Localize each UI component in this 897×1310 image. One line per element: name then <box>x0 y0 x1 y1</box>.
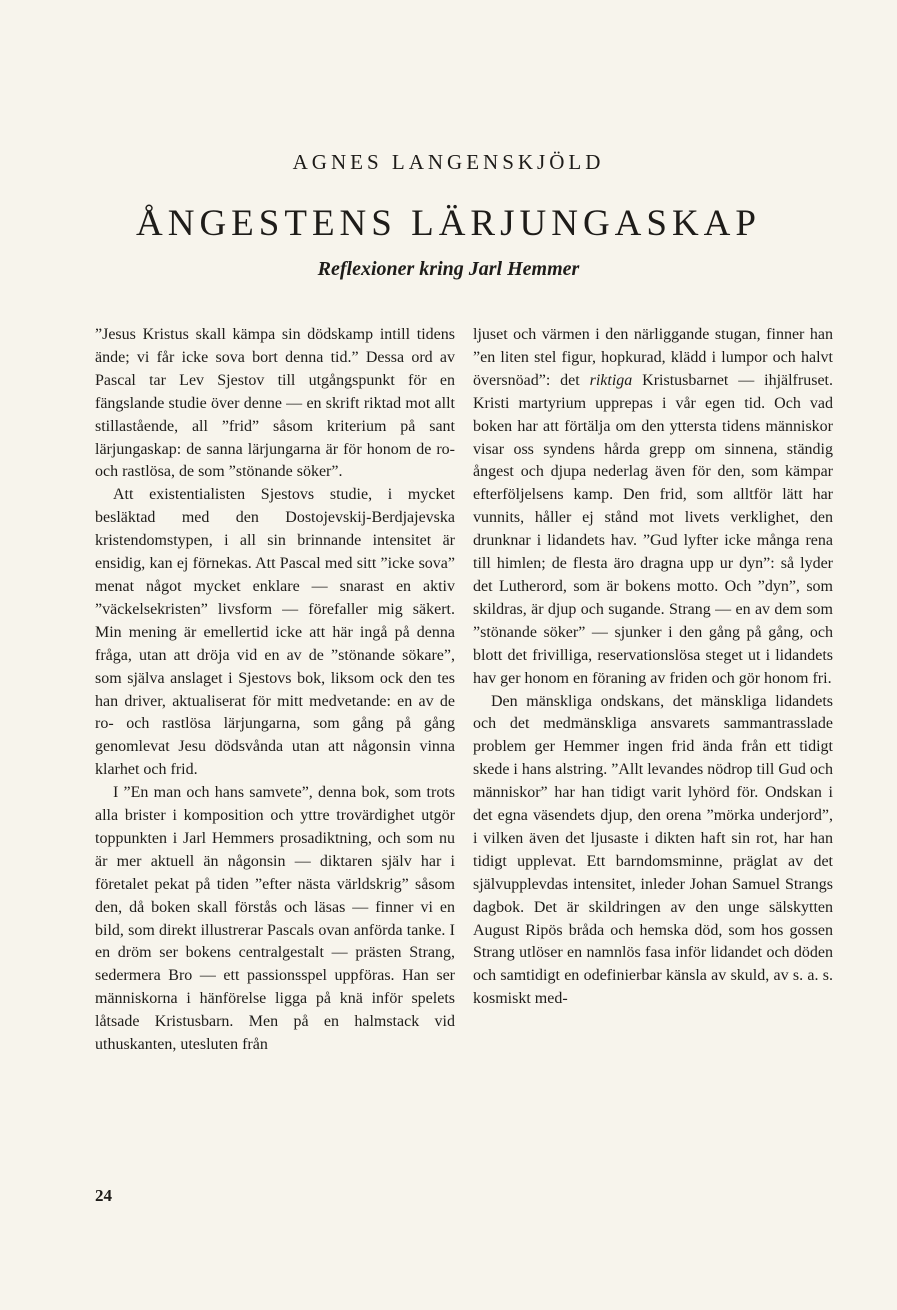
author-name: AGNES LANGENSKJÖLD <box>292 150 605 174</box>
left-column <box>95 324 455 1057</box>
paragraph: I ”En man och hans samvete”, denna bok, som trots alla brister i komposition och yttre trovärdighet utgör toppunkten i Jarl Hemmers prosadiktning, och som nu är mer aktuell än någonsin — diktaren själv har i företalet pekat på tiden ”efter nästa världskrig” såsom den, då boken skall förstås och läsas — finner vi en bild, som direkt illustrerar Pascals ovan anförda tanke. I en dröm ser bokens centralgestalt — prästen Strang, sedermera Bro — ett passionsspel uppföras. Han ser människorna i hänförelse ligga på knä inför spelets låtsade Kristusbarn. Men på en halmstack vid uthuskanten, utesluten från <box>95 784 455 1054</box>
paragraph: ”Jesus Kristus skall kämpa sin dödskamp intill tidens ände; vi får icke sova bort denna tid.” Dessa ord av Pascal tar Lev Sjestov till utgångspunkt för en fängslande studie över denne — en skrift riktad mot allt stillastående, all ”frid” såsom kriterium på sant lärjungaskap: de sanna lärjungarna är för honom de ro- och rastlösa, de som ”stönande söker”. <box>95 326 455 481</box>
paragraph <box>473 324 833 691</box>
text-run: ljuset och värmen i den närliggande stugan, finner han ”en liten stel figur, hopkurad, klädd i lumpor och halvt översnöad”: det <box>473 326 833 389</box>
article-subtitle: Reflexioner kring Jarl Hemmer <box>317 258 580 280</box>
paragraph: Den mänskliga ondskans, det mänskliga lidandets och det medmänskliga ansvarets sammantrasslade problem ger Hemmer ingen frid ända från ett tidigt skede i hans alstring. ”Allt levandes nödrop till Gud och människor” har han tidigt varit lyhörd för. Ondskan i det egna väsendets djup, den orena ”mörka underjord”, i vilken även det ljusaste i dikten haft sin rot, har han tidigt upplevat. Ett barndomsminne, präglat av det självupplevdas intensitet, inleder Johan Samuel Strangs dagbok. Det är skildringen av den unge sälskytten August Ripös bråda och hemska död, som hos gossen Strang utlöser en namnlös fasa inför lidandet och döden och samtidigt en odefinierbar känsla av skuld, av s. a. s. kosmiskt med- <box>473 692 833 1008</box>
paragraph: Att existentialisten Sjestovs studie, i mycket besläktad med den Dostojevskij-Berdjajevska kristendomstypen, i all sin brinnande intensitet är ensidig, kan ej förnekas. Att Pascal med sitt ”icke sova” menat något mycket enklare — snarast en aktiv ”väckelsekristen” livsform — förefaller mig säkert. Min mening är emellertid icke att här ingå på denna fråga, utan att dröja vid en av de ”stönande sökare”, som själva anslaget i Sjestovs bok, liksom ock den tes han driver, aktualiserat för mitt medvetande: en av de ro- och rastlösa lärjungarna, som gång på gång genomlevat Jesu dödsvånda utan att någonsin vinna klarhet och frid. <box>95 486 455 779</box>
text-run: Kristusbarnet — ihjälfruset. Kristi martyrium upprepas i vår egen tid. Och vad boken har att förtälja om den yttersta tidens människor visar oss syndens hårda grepp om sinnena, ständig ångest och djupa nederlag även för den, som kämpar efterföljelsens kamp. Den frid, som alltför lätt har vunnits, håller ej stånd mot livets verklighet, den drunknar i lidandets hav. ”Gud lyfter icke många rena till himlen; de flesta äro dragna upp ur dyn”: så lyder det Lutherord, som är bokens motto. Och ”dyn”, som skildras, är djup och sugande. Strang — en av dem som ”stönande söker” — sjunker i den gång på gång, och blott det frivilliga, reservationslösa steget ut i lidandets hav ger honom en föraning av friden och gör honom fri. <box>473 371 833 687</box>
page-number: 24 <box>95 1186 112 1205</box>
right-column <box>473 324 833 1011</box>
emphasis: riktiga <box>589 371 633 389</box>
article-title: ÅNGESTENS LÄRJUNGASKAP <box>136 203 761 244</box>
